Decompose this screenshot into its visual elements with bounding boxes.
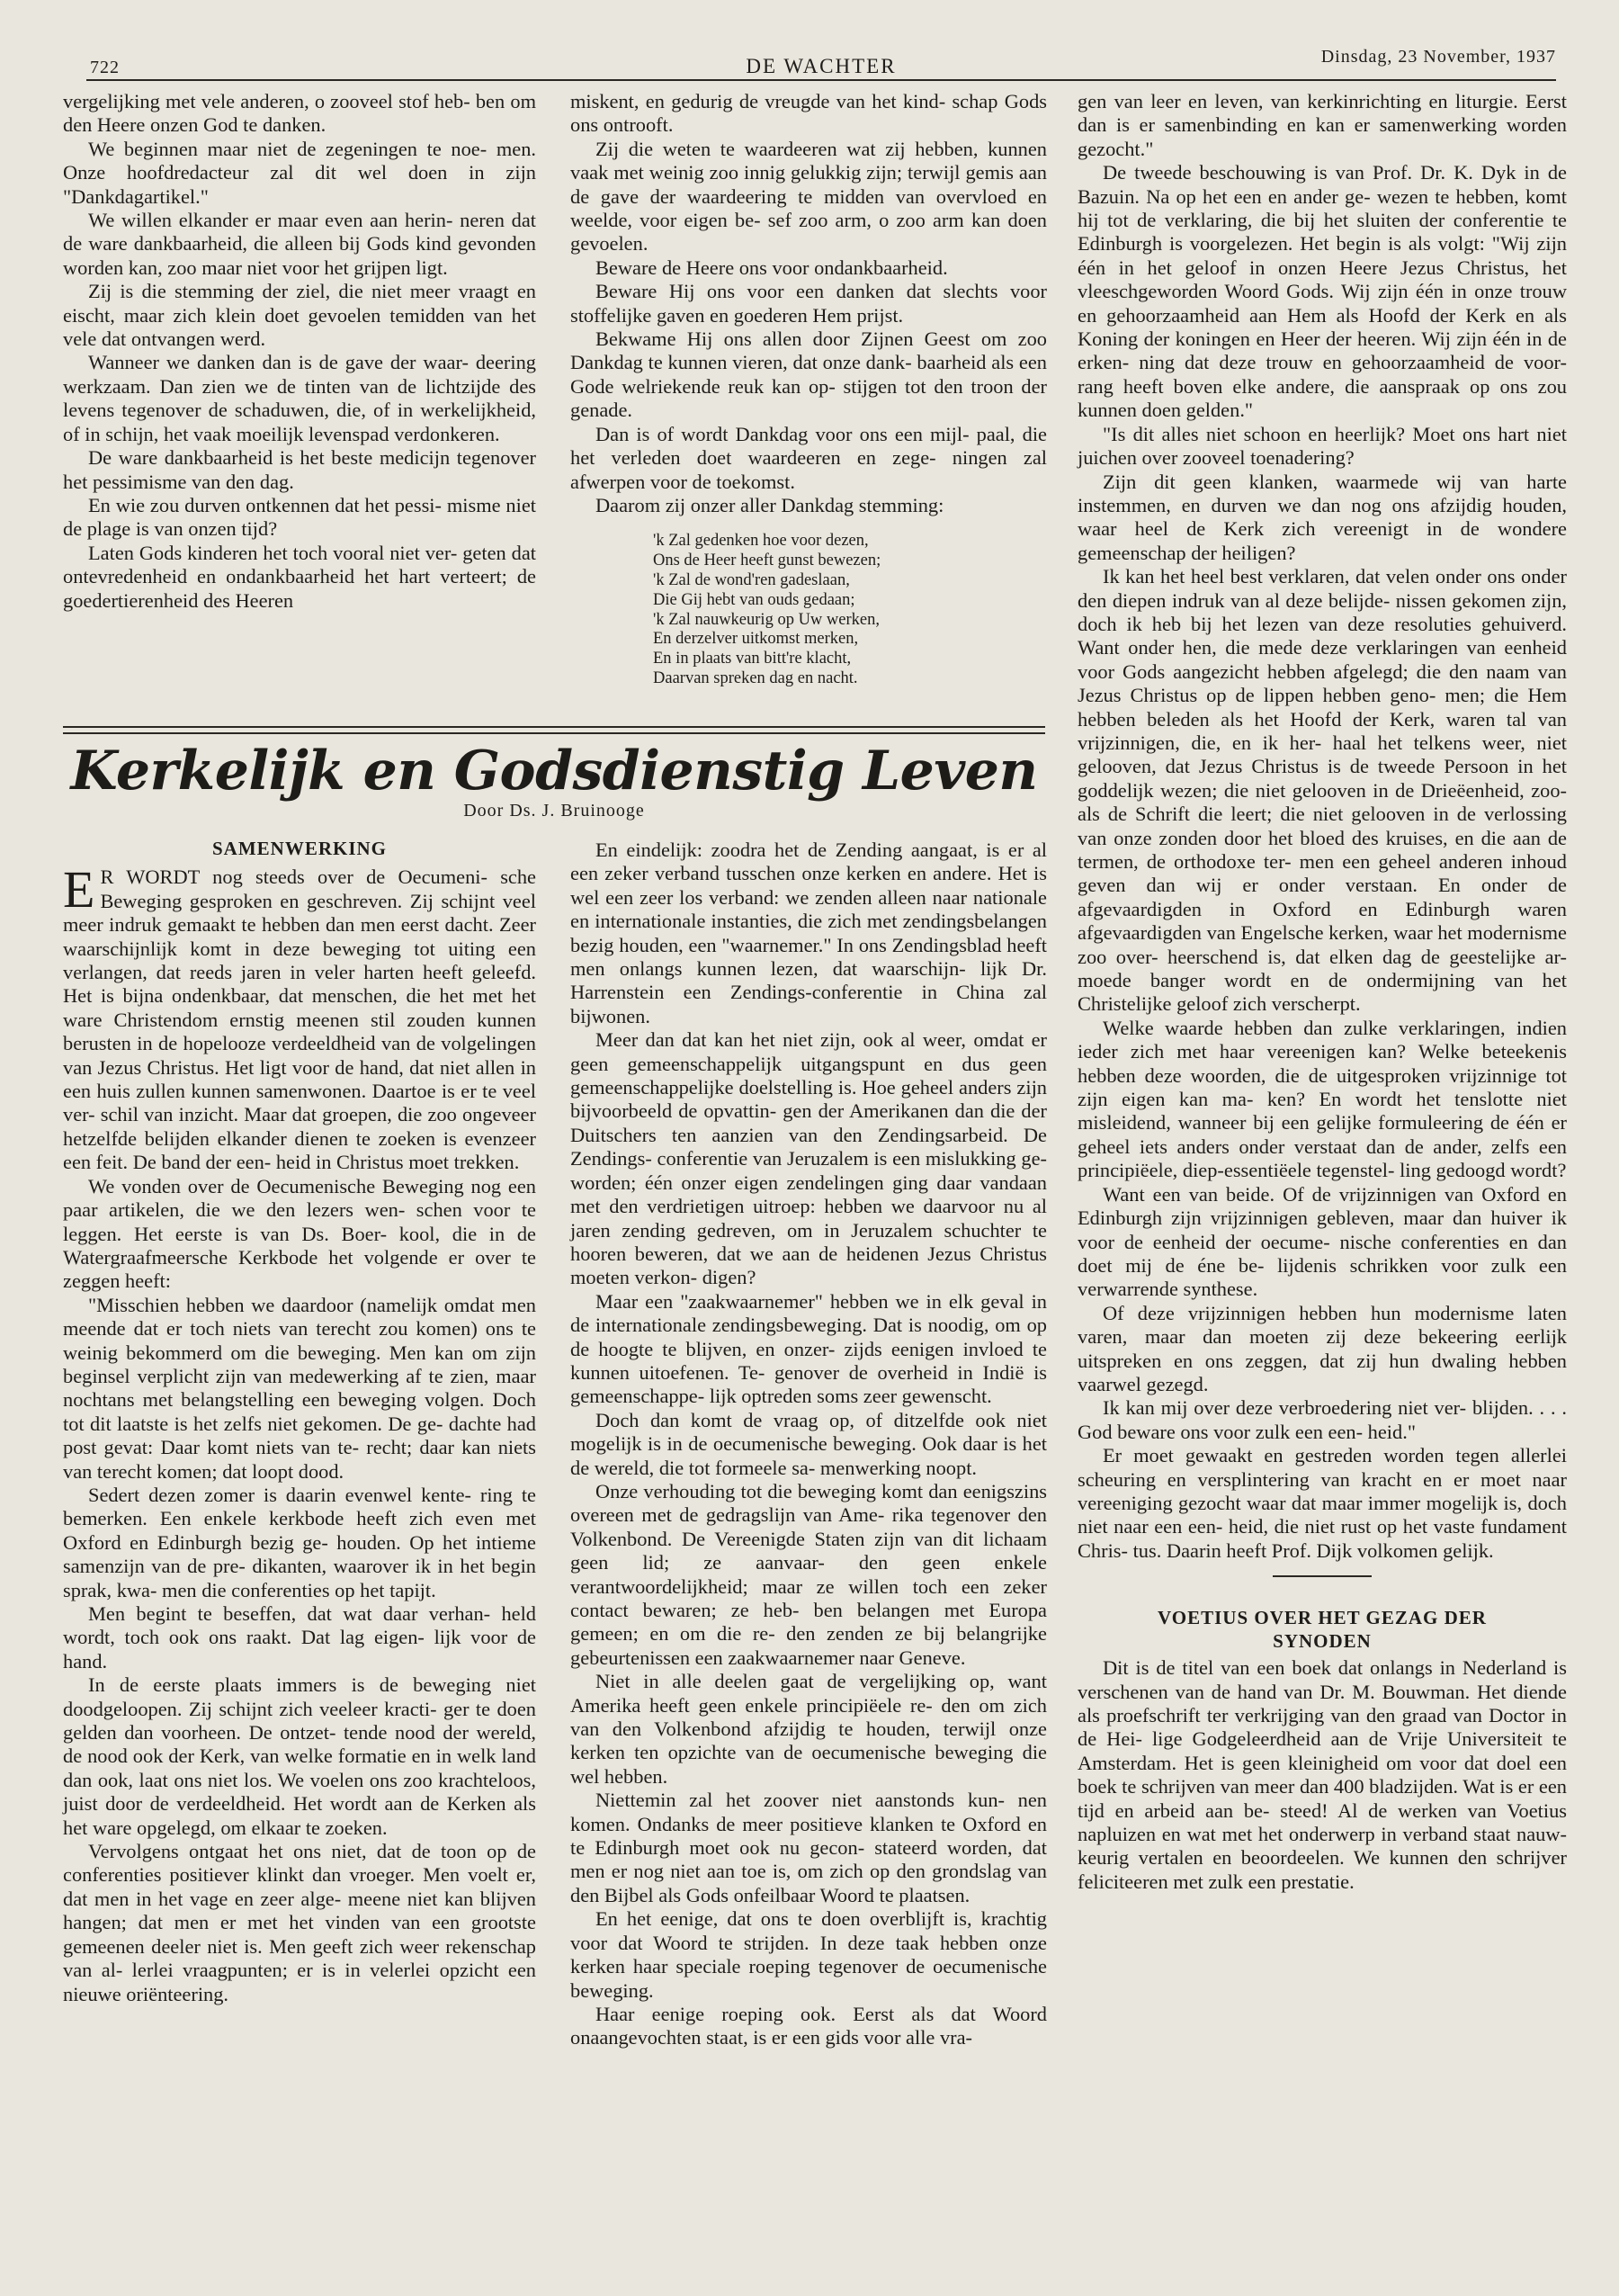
paragraph: De ware dankbaarheid is het beste medicijn tegenover het pessimisme van den dag. xyxy=(63,446,536,493)
drop-cap: E xyxy=(63,860,95,919)
paragraph: En het eenige, dat ons te doen overblijft is, krachtig voor dat Woord te strijden. In deze taak hebben onze kerken haar speciale roeping tegenover de oecumenische beweging. xyxy=(570,1907,1047,2002)
poem-line: Daarvan spreken dag en nacht. xyxy=(653,668,858,687)
paragraph: Er moet gewaakt en gestreden worden tegen allerlei scheuring en versplintering van kracht en er moet naar vereeniging gezocht waar dat maar immer mogelijk is, doch niet naar een een- heid, die niet rust op het vaste fundament Chris- tus. Daarin heeft Prof. Dijk volkomen gelijk. xyxy=(1078,1444,1567,1562)
paragraph: Daarom zij onzer aller Dankdag stemming: xyxy=(595,493,944,516)
poem-line: 'k Zal de wond'ren gadeslaan, xyxy=(653,570,850,589)
byline: Door Ds. J. Bruinooge xyxy=(463,801,645,821)
voetius-paragraph: Dit is de titel van een boek dat onlangs in Nederland is verschenen van de hand van Dr. M. Bouwman. Het diende als proefschrift ter verkrijging van den graad van Doctor in de Hei- lige Godgeleerdheid aan de Vrije Universiteit te Amsterdam. Het is geen kleinigheid om voor dat doel een boek te schrijven van meer dan 400 bladzijden. Wat is er een tijd en arbeid aan be- steed! Al de werken van Voetius napluizen en wat met het onderwerp in verband staat nauw- keurig vertalen en beoordeelen. We kunnen den schrijver feliciteeren met zulk een prestatie. xyxy=(1078,1656,1567,1893)
top-column-1 xyxy=(63,90,536,613)
paragraph: Vervolgens ontgaat het ons niet, dat de toon op de conferenties positiever klinkt dan vroeger. Men voelt er, dat men in het vage en zeer alge- meene niet kan blijven hangen; dat men er met het vinden van een grootste gemeenen deeler niet is. Men geeft zich weer rekenschap van al- lerlei vraagpunten; er is in velerlei opzicht een nieuwe oriënteering. xyxy=(63,1840,536,2005)
paragraph: Ik kan het heel best verklaren, dat velen onder ons onder den diepen indruk van al deze belijde- nissen gekomen zijn, doch ik heb bij het lezen van deze resoluties gehuiverd. Want onder hen, die mede deze verklaringen van eenheid voor Gods aangezicht hebben afgelegd; die den naam van Jezus Christus op de lippen hebben geno- men; die Hem hebben beleden als het Hoofd der Kerk, waren tal van vrijzinnigen, die, en ik her- haal het telkens weer, niet gelooven, dat Jezus Christus is de tweede Persoon in het goddelijk wezen; die niet gelooven in de Drieëenheid, zoo- als de Schrift die leert; die niet gelooven in de verlossing van onze zonden door het bloed des kruises, en die aan de termen, de orthodoxe ter- men een geheel anderen inhoud geven dan wij er onder verstaan. En onder de afgevaardigden in Oxford en Edinburgh waren afgevaardigden van Engelsche kerken, waar het modernisme zoo over- heerschend is, dat elken dag de geestelijke ar- moede banger wordt en de ondermijning van het Christelijke geloof zich verscherpt. xyxy=(1078,565,1567,1016)
lead-text: R WORDT nog steeds over de Oecumeni- sche Beweging gesproken en geschreven. Zij schijnt veel meer indruk gemaakt te hebben dan men eerst dacht. Zeer waarschijnlijk komt in deze beweging tot uiting een verlangen, dat reeds jaren in veler harten heeft geleefd. Het is bijna ondenkbaar, dat menschen, die het met het ware Christendom ernstig meenen stil zouden kunnen berusten in de hopelooze verdeeldheid van de volgelingen van Jezus Christus. Het ligt voor de hand, dat niet allen in een huis zullen kunnen samenwonen. Daartoe is er te veel ver- schil van inzicht. Maar dat groepen, die zoo ongeveer hetzelfde belijden elkander dienen te zoeken is evenzeer een feit. De band der een- heid in Christus moet trekken. xyxy=(63,865,536,1174)
paragraph: We willen elkander er maar even aan herin- neren dat de ware dankbaarheid, die alleen bij Gods kind gevonden worden kan, zoo maar niet voor het grijpen ligt. xyxy=(63,209,536,279)
bottom-column-2 xyxy=(570,839,1047,2050)
paragraph: "Misschien hebben we daardoor (namelijk omdat men meende dat er toch niets van terecht zou komen) ons te weinig bekommerd om die beweging. Men kan om zijn beginsel verplicht zijn van medewerking af te zien, maar nochtans met belangstelling een beweging volgen. Doch tot dit laatste is het zelfs niet gekomen. De ge- dachte had post gevat: Daar komt niets van te- recht; daar kan niets van terecht komen; dat loopt dood. xyxy=(63,1293,536,1483)
page-number: 722 xyxy=(90,58,120,77)
bottom-column-1 xyxy=(63,837,536,2006)
poem-line: En in plaats van bitt're klacht, xyxy=(653,650,852,668)
paragraph: Want een van beide. Of de vrijzinnigen van Oxford en Edinburgh zijn vrijzinnigen gebleven, maar dan huiver ik voor de eenheid der oecume- nische conferenties en dan doet mij de éne be- lijdenis schrikken voor zulk een verwarrende synthese. xyxy=(1078,1182,1567,1301)
subsection-heading: SAMENWERKING xyxy=(211,838,388,859)
paragraph: Maar een "zaakwaarnemer" hebben we in elk geval in de internationale zendingsbeweging. Dat is noodig, om op de hoogte te blijven, en onzer- zijds eenigen invloed te kunnen uitoefenen. Te- genover de overheid in Indië is gemeenschappe- lijk optreden soms zeer gewenscht. xyxy=(570,1289,1047,1408)
paragraph: Of deze vrijzinnigen hebben hun modernisme laten varen, maar dan moeten zij deze bekeering eerlijk uitspreken en ons zeggen, dat zij hun dwaling hebben vaarwel gezegd. xyxy=(1078,1301,1567,1395)
paragraph: Beware de Heere ons voor ondankbaarheid. xyxy=(595,256,948,279)
paragraph: En eindelijk: zoodra het de Zending aangaat, is er al een zeker verband tusschen onze kerken en andere. Het is wel een zeer los verband: we zenden alleen naar nationale en internationale instanties, die zich met zendingsbelangen bezig houden, een "waarnemer." In ons Zendingsblad heeft men onlangs kunnen lezen, dat waarschijn- lijk Dr. Harrenstein een Zendings-conferentie in China zal bijwonen. xyxy=(570,839,1047,1027)
poem-line: 'k Zal gedenken hoe voor dezen, xyxy=(653,532,869,551)
paragraph: We beginnen maar niet de zegeningen te noe- men. Onze hoofdredacteur zal dit wel doen in zijn "Dankdagartikel." xyxy=(63,137,536,208)
voetius-heading-line-1: VOETIUS OVER HET GEZAG DER xyxy=(1158,1607,1487,1629)
paragraph: Niet in alle deelen gaat de vergelijking op, want Amerika heeft geen enkele principiëele re- den om zich van den Volkenbond afzijdig te houden, terwijl onze kerken ten opzichte van de oecumenische beweging die wel hebben. xyxy=(570,1670,1047,1788)
paragraph: Meer dan dat kan het niet zijn, ook al weer, omdat er geen gemeenschappelijk uitgangspunt en dus geen gemeenschappelijke doelstelling is. Hoe geheel anders zijn bijvoorbeeld de opvattin- gen der Amerikanen dan die der Duitschers ten aanzien van den Zendingsarbeid. De Zendings- conferentie van Jeruzalem is een mislukking ge- worden; één onzer eigen zendelingen ging daar vandaan met den verdrietigen uitroep: hebben we daarvoor nu al jaren zending gedreven, om in Jeruzalem schuchter te hooren beweren, dat we aan de heidenen Jezus Christus moeten verkon- digen? xyxy=(570,1028,1047,1289)
poem-line: Die Gij hebt van ouds gedaan; xyxy=(653,590,855,609)
paragraph: miskent, en gedurig de vreugde van het kind- schap Gods ons ontrooft. xyxy=(570,90,1047,137)
section-divider xyxy=(1273,1575,1372,1577)
paragraph: Onze verhouding tot die beweging komt dan eenigszins overeen met de gedragslijn van Ame- rika tegenover den Volkenbond. De Vereenigde Staten zijn van dit lichaam geen lid; ze aanvaar- den geen enkele verantwoordelijkheid; maar ze willen toch een zeker contact bewaren; ze heb- ben belangen met Europa gemeen; en om die re- den zenden ze bij belangrijke gebeurtenissen een zaakwaarnemer naar Geneve. xyxy=(570,1479,1047,1669)
voetius-heading-line-2: SYNODEN xyxy=(1273,1630,1372,1653)
paragraph: Dan is of wordt Dankdag voor ons een mijl- paal, die het verleden doet waardeeren en zege- ningen zal afwerpen voor de toekomst. xyxy=(570,422,1047,493)
paragraph: gen van leer en leven, van kerkinrichting en liturgie. Eerst dan is er samenbinding en kan er samenwerking worden gezocht." xyxy=(1078,90,1567,160)
paragraph: Welke waarde hebben dan zulke verklaringen, indien ieder zich met haar vereenigen kan? Welke beteekenis hebben deze woorden, die de uitgesproken vrijzinnige tot zijn eigen kan ma- ken? En wordt het tenslotte niet misleidend, wanneer bij een gelijke formuleering de één er geheel iets anders onder verstaat dan de ander, zelfs een principiëele, diep-essentiëele tegenstel- ling gedoogd wordt? xyxy=(1078,1016,1567,1182)
poem-line: En derzelver uitkomst merken, xyxy=(653,630,859,649)
paragraph: Wanneer we danken dan is de gave der waar- deering werkzaam. Dan zien we de tinten van de lichtzijde des levens tegenover de schaduwen, die, of in werkelijkheid, of in schijn, het vaak moeilijk levenspad verdonkeren. xyxy=(63,351,536,445)
paragraph: De tweede beschouwing is van Prof. Dr. K. Dyk in de Bazuin. Na op het een en ander ge- wezen te hebben, komt hij tot de verklaring, die bij het sluiten der conferentie te Edinburgh is voorgelezen. Het begin is als volgt: "Wij zijn één in het geloof in onzen Heere Jezus Christus, het vleeschgeworden Woord Gods. Wij zijn één in onze trouw en gehoorzaamheid aan Hem als Hoofd der Kerk en als Koning der koningen en Heer der heeren. Wij zijn één in de erken- ning dat deze trouw en gehoorzaamheid de voor- rang heeft boven elke andere, die aanspraak op ons zou kunnen doen gelden." xyxy=(1078,161,1567,422)
paragraph: "Is dit alles niet schoon en heerlijk? Moet ons hart niet juichen over zooveel toenadering? xyxy=(1078,422,1567,470)
paragraph: Beware Hij ons voor een danken dat slechts voor stoffelijke gaven en goederen Hem prijst. xyxy=(570,280,1047,327)
top-column-2 xyxy=(570,90,1047,689)
paragraph: Niettemin zal het zoover niet aanstonds kun- nen komen. Ondanks de meer positieve klanken te Oxford en te Edinburgh moet ook nu gecon- stateerd worden, dat men er nog niet aan toe is, om zich op den grondslag van den Bijbel als Gods onfeilbaar Woord te plaatsen. xyxy=(570,1789,1047,1906)
poem xyxy=(653,532,1047,688)
paragraph: Men begint te beseffen, dat wat daar verhan- held wordt, toch ook ons raakt. Dat lag eigen- lijk voor de hand. xyxy=(63,1602,536,1673)
poem-line: 'k Zal nauwkeurig op Uw werken, xyxy=(653,610,880,629)
paragraph: In de eerste plaats immers is de beweging niet doodgeloopen. Zij schijnt zich veeleer kracti- ger te doen gelden dan voorheen. De ontzet- tende nood der wereld, de nood ook der Kerk, van welke formatie en in welk land dan ook, laat ons niet los. We voelen ons zoo krachteloos, juist door de verdeeldheid. Het wordt aan de Kerken als het ware opgelegd, om elkaar te zoeken. xyxy=(63,1673,536,1839)
paragraph: Ik kan mij over deze verbroedering niet ver- blijden. . . . God beware ons voor zulk een een- heid." xyxy=(1078,1396,1567,1443)
poem-line: Ons de Heer heeft gunst bewezen; xyxy=(653,552,881,570)
paragraph: En wie zou durven ontkennen dat het pessi- misme niet de plage is van onzen tijd? xyxy=(63,493,536,541)
paragraph: We vonden over de Oecumenische Beweging nog een paar artikelen, die we den lezers wen- schen voor te leggen. Het eerste is van Ds. Boer- kool, die in de Watergraafmeersche Kerkbode het volgende er over te zeggen heeft: xyxy=(63,1174,536,1293)
double-rule xyxy=(63,726,1045,734)
paragraph: Zijn dit geen klanken, waarmede wij van harte instemmen, en durven we dan nog ons afzijdig houden, waar heel de Kerk zich vereenigt in de wondere gemeenschap der heiligen? xyxy=(1078,470,1567,564)
paragraph: Doch dan komt de vraag op, of ditzelfde ook niet mogelijk is in de oecumenische beweging. Ook daar is het de wereld, die tot formeele sa- menwerking noopt. xyxy=(570,1408,1047,1479)
issue-date: Dinsdag, 23 November, 1937 xyxy=(1320,47,1556,67)
lead-paragraph xyxy=(63,860,536,1174)
publication-title: DE WACHTER xyxy=(746,55,897,77)
paragraph: Laten Gods kinderen het toch vooral niet ver- geten dat ontevredenheid en ondankbaarheid het hart verteert; de goedertierenheid des Heeren xyxy=(63,541,536,612)
paragraph: Haar eenige roeping ook. Eerst als dat Woord onaangevochten staat, is er een gids voor alle vra- xyxy=(570,2002,1047,2049)
right-column xyxy=(1078,90,1567,1894)
page-header xyxy=(86,45,1556,81)
paragraph: Zij die weten te waardeeren wat zij hebben, kunnen vaak met weinig zoo innig gelukkig zijn; terwijl gemis aan de gave der waardeering te midden van overvloed en weelde, voor eigen be- sef zoo arm, o zoo arm kan doen gevoelen. xyxy=(570,137,1047,256)
section-title: Kerkelijk en Godsdienstig Leven xyxy=(70,740,1038,803)
paragraph: Zij is die stemming der ziel, die niet meer vraagt en eischt, maar zich klein doet gevoelen temidden van het vele dat ontvangen werd. xyxy=(63,280,536,351)
voetius-heading xyxy=(1078,1606,1567,1653)
paragraph: Bekwame Hij ons allen door Zijnen Geest om zoo Dankdag te kunnen vieren, dat onze dank- baarheid als een Gode welriekende reuk kan op- stijgen tot den troon der genade. xyxy=(570,327,1047,422)
paragraph: vergelijking met vele anderen, o zooveel stof heb- ben om den Heere onzen God te danken. xyxy=(63,90,536,137)
paragraph: Sedert dezen zomer is daarin evenwel kente- ring te bemerken. Een enkele kerkbode heeft zich even met Oxford en Edinburgh bezig ge- houden. Op het intieme samenzijn van de pre- dikanten, waarover ik in het begin sprak, kwa- men die conferenties op het tapijt. xyxy=(63,1483,536,1601)
